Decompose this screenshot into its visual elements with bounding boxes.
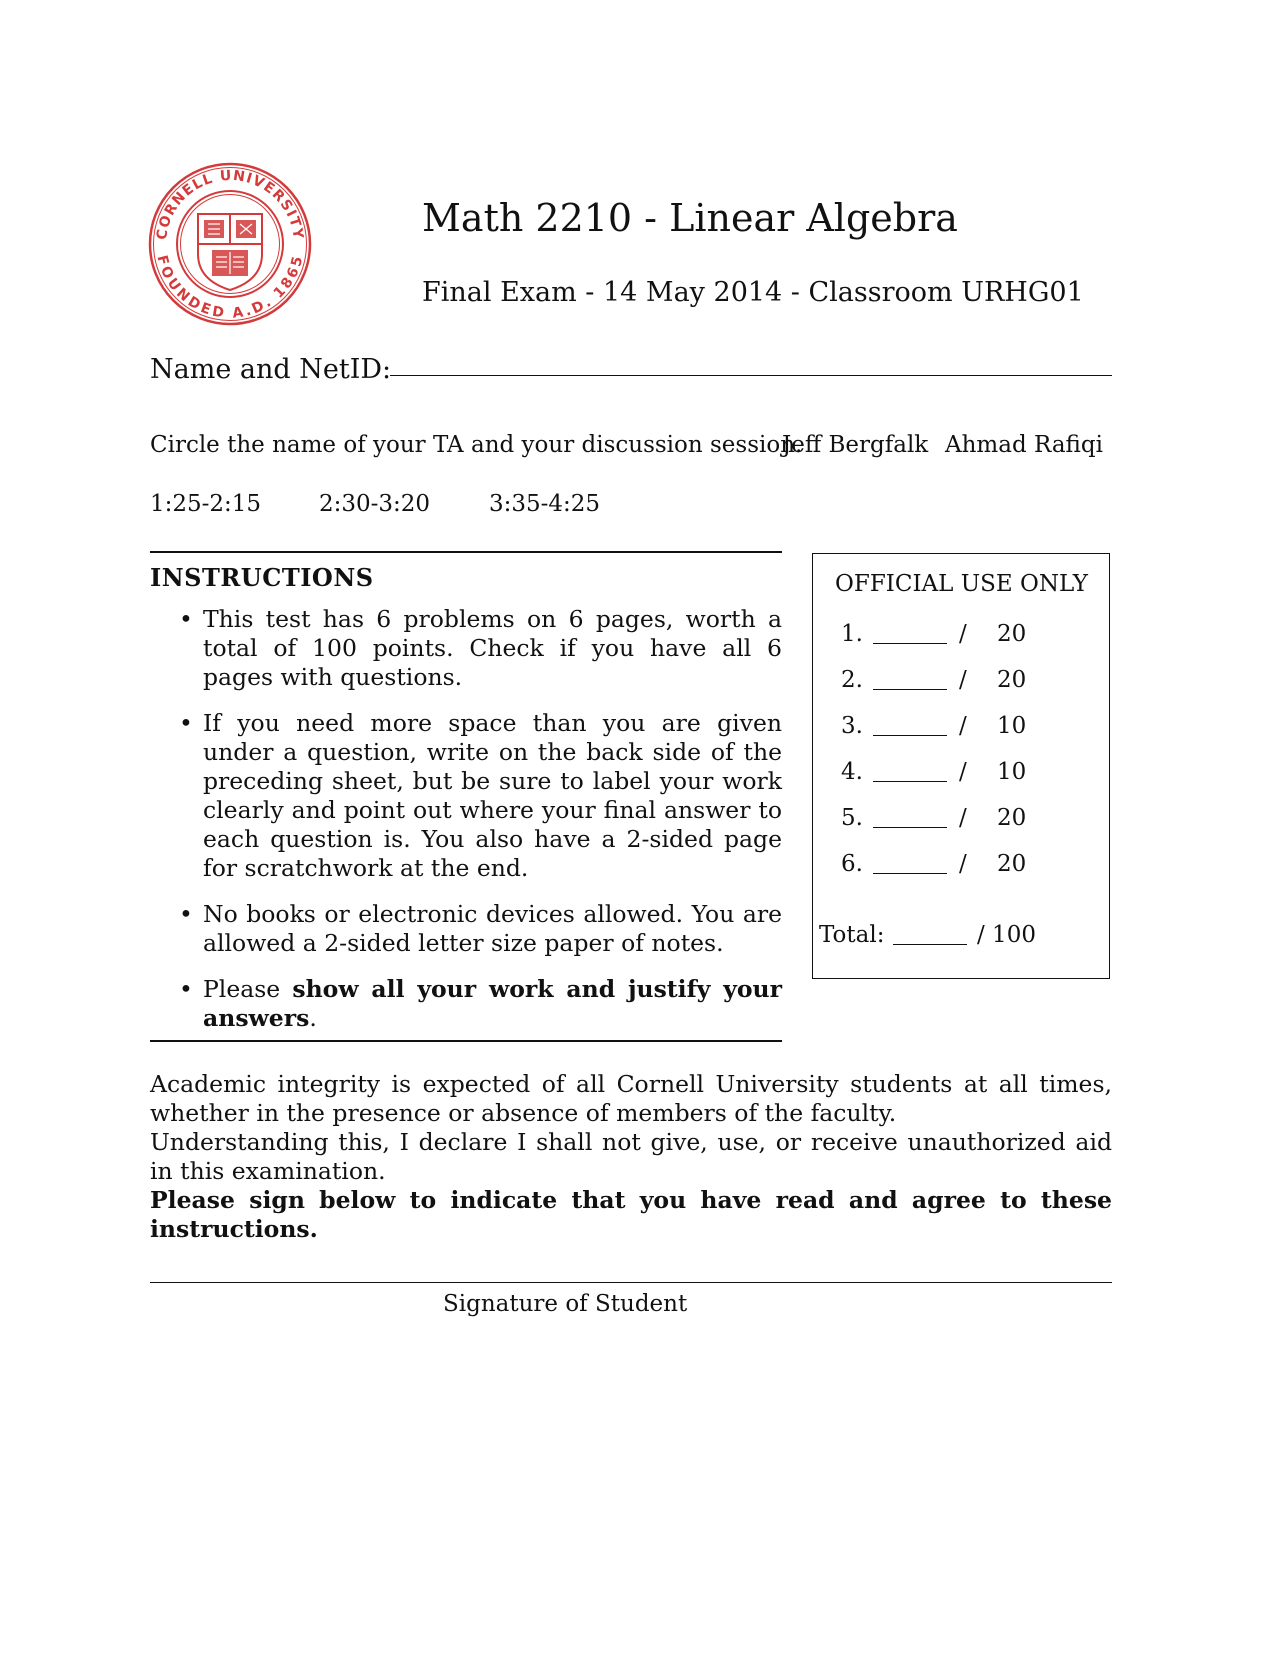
academic-integrity-statement: Academic integrity is expected of all Cornell University students at all times, whether in the presence or absence of members of the faculty. Understanding this, I declare I shall not give, use, or receive unauthorized aid in this examination. Please sign below to indicate that you have read and agree to these instructions. [150, 1070, 1112, 1243]
ta-name-jeff[interactable]: Jeff Bergfalk [782, 432, 929, 458]
score-blank[interactable] [873, 827, 947, 828]
exam-title: Math 2210 - Linear Algebra [422, 196, 958, 240]
ta-prompt: Circle the name of your TA and your discussion session. [150, 432, 803, 458]
instructions-heading: INSTRUCTIONS [150, 563, 374, 592]
score-blank[interactable] [873, 643, 947, 644]
svg-text:FOUNDED A.D. 1865: FOUNDED A.D. 1865 [153, 253, 307, 322]
session-option-1[interactable]: 1:25-2:15 [150, 491, 262, 517]
score-blank[interactable] [873, 873, 947, 874]
session-option-3[interactable]: 3:35-4:25 [489, 491, 601, 517]
instructions-top-rule [150, 551, 782, 553]
instruction-item: • This test has 6 problems on 6 pages, worth a total of 100 points. Check if you have all 6 pages with questions. [176, 605, 782, 692]
name-netid-field[interactable] [390, 375, 1112, 376]
svg-text:CORNELL UNIVERSITY: CORNELL UNIVERSITY [153, 167, 307, 241]
total-row: Total: / 100 [819, 922, 1036, 948]
name-netid-label: Name and NetID: [150, 354, 392, 385]
official-use-title: OFFICIAL USE ONLY [835, 571, 1088, 597]
instructions-bottom-rule [150, 1040, 782, 1042]
official-use-box: OFFICIAL USE ONLY 1. / 20 2. / 20 3. / 10 4. / 10 5. / 20 6. / 20 Total: / 100 [812, 553, 1110, 979]
signature-field[interactable] [150, 1282, 1112, 1283]
exam-subtitle: Final Exam - 14 May 2014 - Classroom URHG01 [422, 277, 1084, 308]
instruction-item: • Please show all your work and justify your answers. [176, 975, 782, 1033]
score-blank[interactable] [873, 689, 947, 690]
score-blank[interactable] [873, 781, 947, 782]
ta-name-ahmad[interactable]: Ahmad Rafiqi [945, 432, 1103, 458]
total-blank[interactable] [893, 944, 967, 945]
signature-label: Signature of Student [443, 1291, 688, 1317]
instructions-list [176, 605, 782, 1050]
score-blank[interactable] [873, 735, 947, 736]
instruction-item: • No books or electronic devices allowed. You are allowed a 2-sided letter size paper of notes. [176, 900, 782, 958]
instruction-item: • If you need more space than you are given under a question, write on the back side of the preceding sheet, but be sure to label your work clearly and point out where your final answer to each question is. You also have a 2-sided page for scratchwork at the end. [176, 709, 782, 883]
session-option-2[interactable]: 2:30-3:20 [319, 491, 431, 517]
cornell-university-seal [148, 162, 312, 326]
